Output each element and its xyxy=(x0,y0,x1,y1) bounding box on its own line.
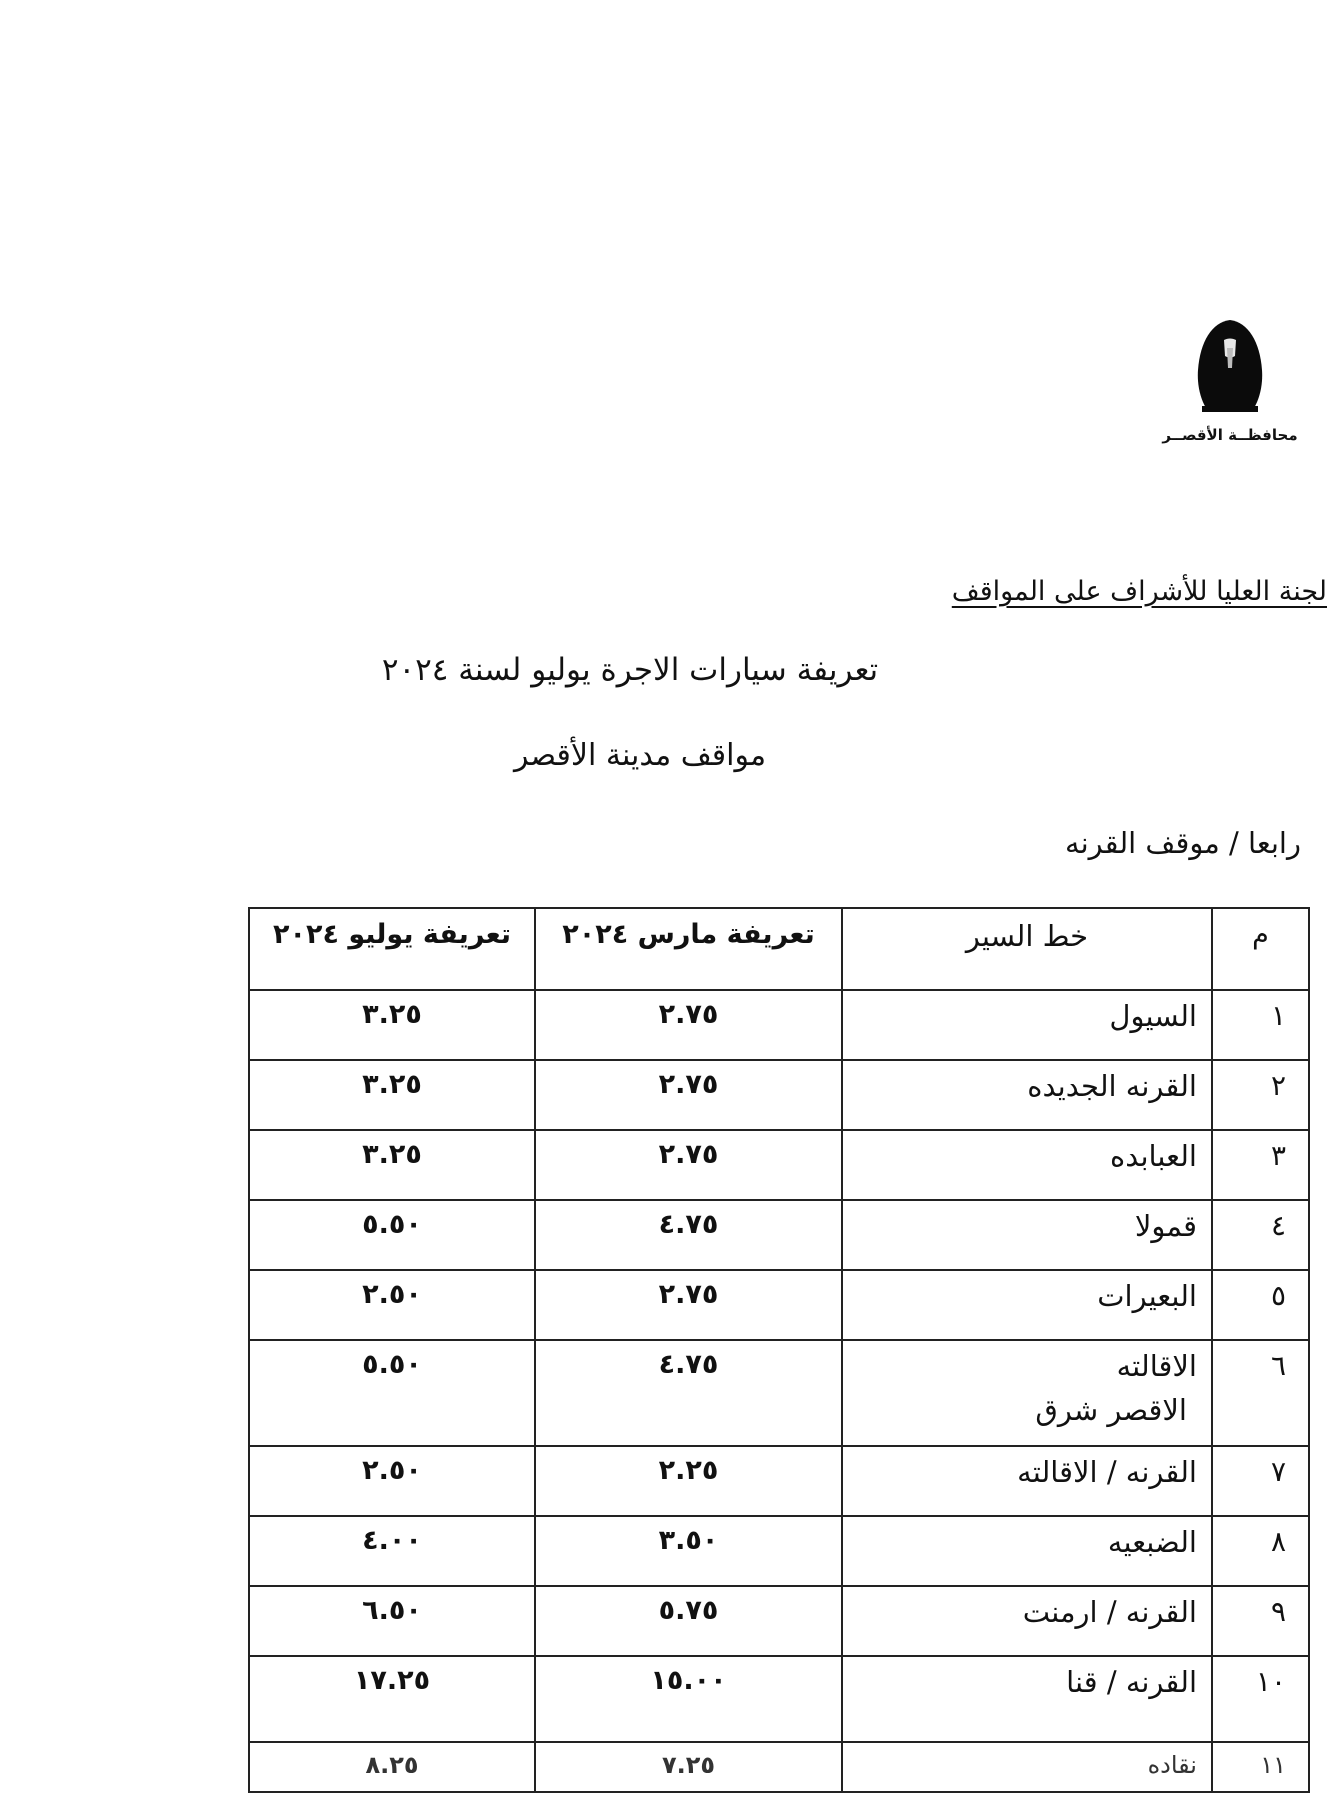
row-number: ١١ xyxy=(1212,1742,1309,1792)
row-march-fare: ٢.٧٥ xyxy=(535,1060,842,1130)
page-title: تعريفة سيارات الاجرة يوليو لسنة ٢٠٢٤ xyxy=(381,652,879,688)
committee-heading: لجنة العليا للأشراف على المواقف xyxy=(951,576,1327,607)
column-header-march-fare: تعريفة مارس ٢٠٢٤ xyxy=(535,908,842,990)
row-march-fare: ٢.٢٥ xyxy=(535,1446,842,1516)
row-number: ١٠ xyxy=(1212,1656,1309,1742)
table-header-row xyxy=(249,908,1309,990)
table-row xyxy=(249,1270,1309,1340)
row-july-fare: ٤.٠٠ xyxy=(249,1516,535,1586)
row-number: ١ xyxy=(1212,990,1309,1060)
table-row xyxy=(249,1516,1309,1586)
table-row xyxy=(249,1200,1309,1270)
row-route: الضبعيه xyxy=(842,1516,1212,1586)
row-route: القرنه / الاقالته xyxy=(842,1446,1212,1516)
table-row xyxy=(249,1130,1309,1200)
column-header-num: م xyxy=(1212,908,1309,990)
logo-caption: محافظــة الأقصــر xyxy=(1162,426,1298,444)
row-route xyxy=(842,1340,1212,1446)
row-route: البعيرات xyxy=(842,1270,1212,1340)
row-route: نقاده xyxy=(842,1742,1212,1792)
row-route: القرنه الجديده xyxy=(842,1060,1212,1130)
row-march-fare: ١٥.٠٠ xyxy=(535,1656,842,1742)
table-row xyxy=(249,1742,1309,1792)
row-route: السيول xyxy=(842,990,1212,1060)
row-number: ٦ xyxy=(1212,1340,1309,1446)
row-number: ٤ xyxy=(1212,1200,1309,1270)
row-route: قمولا xyxy=(842,1200,1212,1270)
column-header-route: خط السير xyxy=(842,908,1212,990)
row-july-fare: ٢.٥٠ xyxy=(249,1270,535,1340)
row-july-fare: ٣.٢٥ xyxy=(249,1060,535,1130)
row-number: ٥ xyxy=(1212,1270,1309,1340)
row-number: ٩ xyxy=(1212,1586,1309,1656)
table-row xyxy=(249,1656,1309,1742)
row-july-fare: ٥.٥٠ xyxy=(249,1340,535,1446)
row-july-fare: ٨.٢٥ xyxy=(249,1742,535,1792)
row-july-fare: ٥.٥٠ xyxy=(249,1200,535,1270)
row-march-fare: ٢.٧٥ xyxy=(535,1130,842,1200)
table-row xyxy=(249,1340,1309,1446)
row-july-fare: ٣.٢٥ xyxy=(249,990,535,1060)
column-header-july-fare: تعريفة يوليو ٢٠٢٤ xyxy=(249,908,535,990)
row-number: ٣ xyxy=(1212,1130,1309,1200)
section-heading: رابعا / موقف القرنه xyxy=(1065,826,1301,860)
row-march-fare: ٢.٧٥ xyxy=(535,1270,842,1340)
row-march-fare: ٥.٧٥ xyxy=(535,1586,842,1656)
row-march-fare: ٣.٥٠ xyxy=(535,1516,842,1586)
page-subtitle: مواقف مدينة الأقصر xyxy=(513,738,767,773)
row-route: القرنه / قنا xyxy=(842,1656,1212,1742)
row-route: القرنه / ارمنت xyxy=(842,1586,1212,1656)
pharaoh-mask-emblem-icon xyxy=(1192,318,1268,416)
row-july-fare: ٢.٥٠ xyxy=(249,1446,535,1516)
row-number: ٢ xyxy=(1212,1060,1309,1130)
table-row xyxy=(249,1446,1309,1516)
table-row xyxy=(249,1060,1309,1130)
table-row xyxy=(249,1586,1309,1656)
row-july-fare: ١٧.٢٥ xyxy=(249,1656,535,1742)
row-july-fare: ٦.٥٠ xyxy=(249,1586,535,1656)
fare-table xyxy=(248,907,1310,1793)
row-route-line1: الاقالته xyxy=(1116,1349,1197,1383)
row-march-fare: ٤.٧٥ xyxy=(535,1200,842,1270)
row-march-fare: ٤.٧٥ xyxy=(535,1340,842,1446)
row-number: ٨ xyxy=(1212,1516,1309,1586)
row-route: العبابده xyxy=(842,1130,1212,1200)
row-march-fare: ٧.٢٥ xyxy=(535,1742,842,1792)
row-route-line2: الاقصر شرق xyxy=(1035,1393,1187,1427)
row-march-fare: ٢.٧٥ xyxy=(535,990,842,1060)
table-row xyxy=(249,990,1309,1060)
row-number: ٧ xyxy=(1212,1446,1309,1516)
row-july-fare: ٣.٢٥ xyxy=(249,1130,535,1200)
